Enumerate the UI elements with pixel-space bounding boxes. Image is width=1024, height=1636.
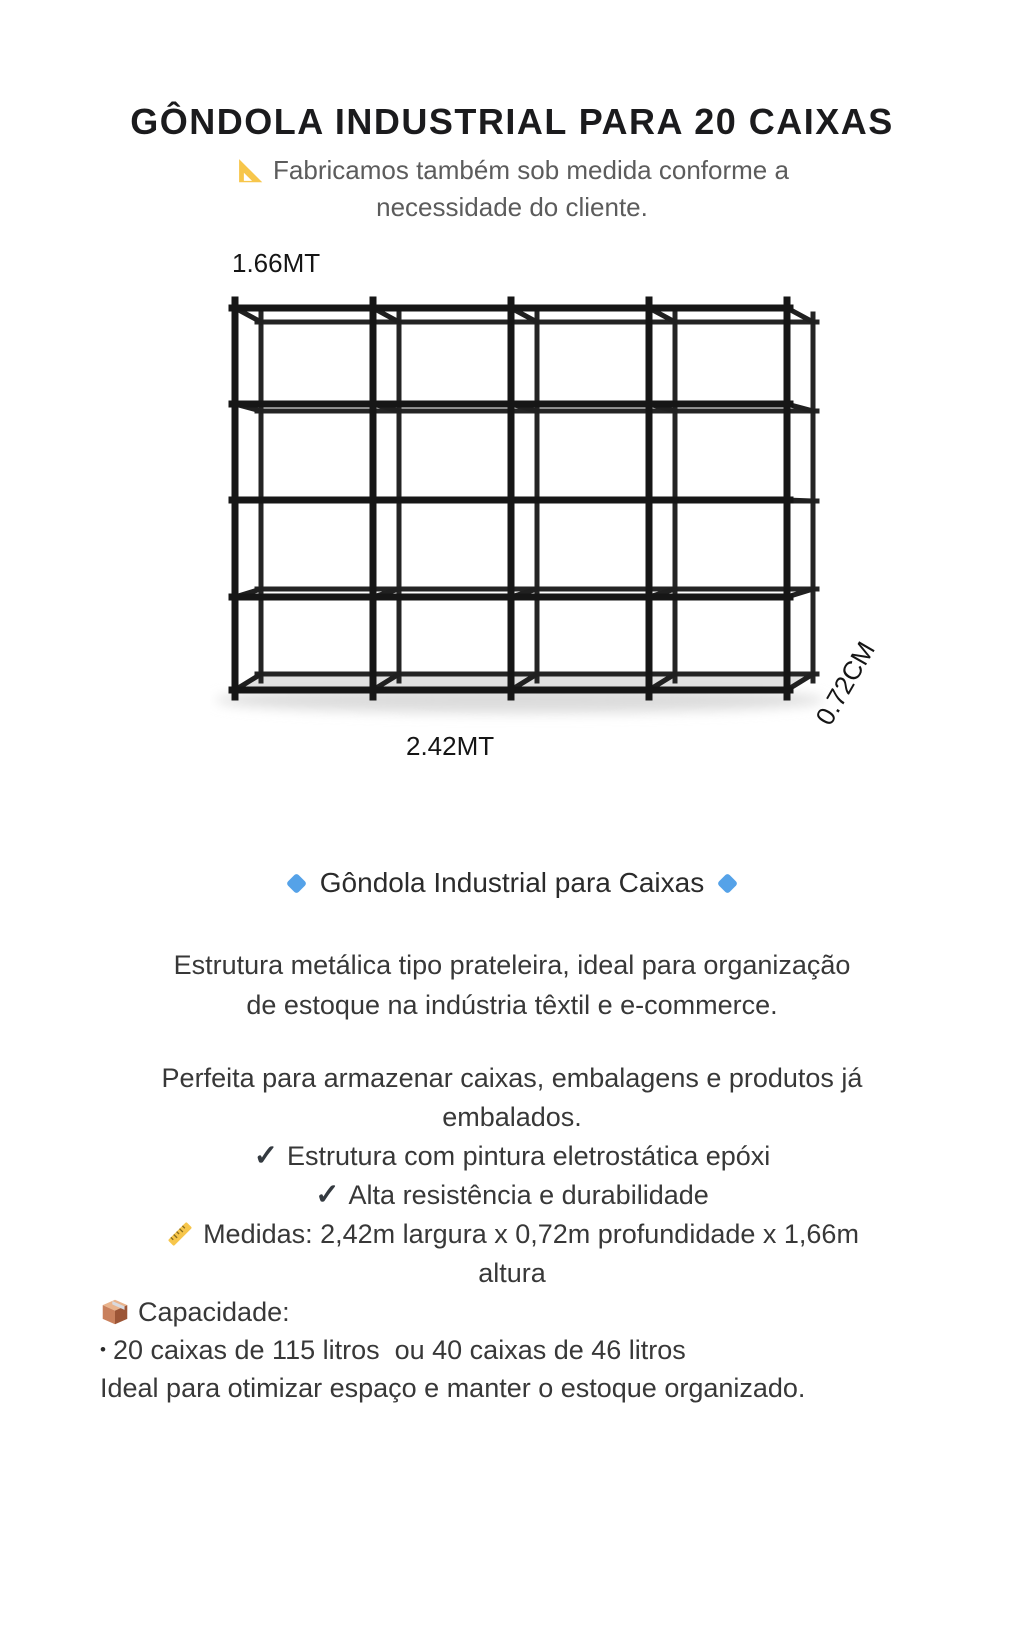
capacity-item-text: 20 caixas de 115 litros ou 40 caixas de 46 litros bbox=[112, 1335, 686, 1365]
check-icon: ✓ bbox=[253, 1140, 279, 1172]
height-dimension-label: 1.66MT bbox=[232, 248, 321, 278]
straight-ruler-icon bbox=[165, 1219, 195, 1249]
capacity-item bbox=[100, 1331, 1024, 1369]
bullet-dot: • bbox=[100, 1340, 106, 1359]
subtitle-text-2: necessidade do cliente. bbox=[376, 192, 648, 222]
blue-diamond-icon bbox=[286, 873, 307, 894]
closing-line: Ideal para otimizar espaço e manter o estoque organizado. bbox=[100, 1373, 806, 1403]
use-line-2: embalados. bbox=[442, 1102, 582, 1132]
capacity-block bbox=[0, 1293, 1024, 1407]
feature-line-2 bbox=[0, 1176, 1024, 1215]
check-icon: ✓ bbox=[315, 1179, 340, 1211]
intro-line-2: de estoque na indústria têxtil e e-commerce. bbox=[246, 990, 778, 1020]
section-title bbox=[0, 863, 1024, 903]
shelving-rack-image bbox=[210, 286, 830, 746]
page-title: GÔNDOLA INDUSTRIAL PARA 20 CAIXAS bbox=[130, 101, 894, 142]
product-figure bbox=[0, 230, 1024, 775]
triangular-ruler-icon bbox=[235, 155, 265, 185]
subtitle bbox=[0, 152, 1024, 226]
features-block bbox=[0, 1059, 1024, 1293]
measures-text: Medidas: 2,42m largura x 0,72m profundidade x 1,66m bbox=[203, 1219, 859, 1249]
subtitle-text-1: Fabricamos também sob medida conforme a bbox=[273, 155, 789, 185]
feature-text-2: Alta resistência e durabilidade bbox=[348, 1180, 709, 1210]
subtitle-line-2 bbox=[0, 189, 1024, 226]
feature-text-1: Estrutura com pintura eletrostática epóxi bbox=[287, 1141, 771, 1171]
intro-line-1: Estrutura metálica tipo prateleira, ideal para organização bbox=[173, 950, 851, 980]
depth-dimension-label: 0.72CM bbox=[809, 636, 881, 731]
feature-line-1 bbox=[0, 1137, 1024, 1176]
rack-front-frame bbox=[232, 300, 790, 697]
measures-line-1 bbox=[0, 1215, 1024, 1254]
section-title-text: Gôndola Industrial para Caixas bbox=[319, 867, 705, 898]
width-dimension-label: 2.42MT bbox=[406, 731, 495, 761]
product-flyer bbox=[0, 98, 1024, 1407]
blue-diamond-icon bbox=[717, 873, 738, 894]
measures-line-2: altura bbox=[478, 1258, 546, 1288]
capacity-label: Capacidade: bbox=[138, 1297, 290, 1327]
use-line-1: Perfeita para armazenar caixas, embalagens e produtos já bbox=[161, 1063, 863, 1093]
package-icon bbox=[100, 1297, 130, 1327]
capacity-heading bbox=[100, 1293, 1024, 1331]
intro-paragraph bbox=[0, 945, 1024, 1025]
subtitle-line-1 bbox=[0, 152, 1024, 189]
